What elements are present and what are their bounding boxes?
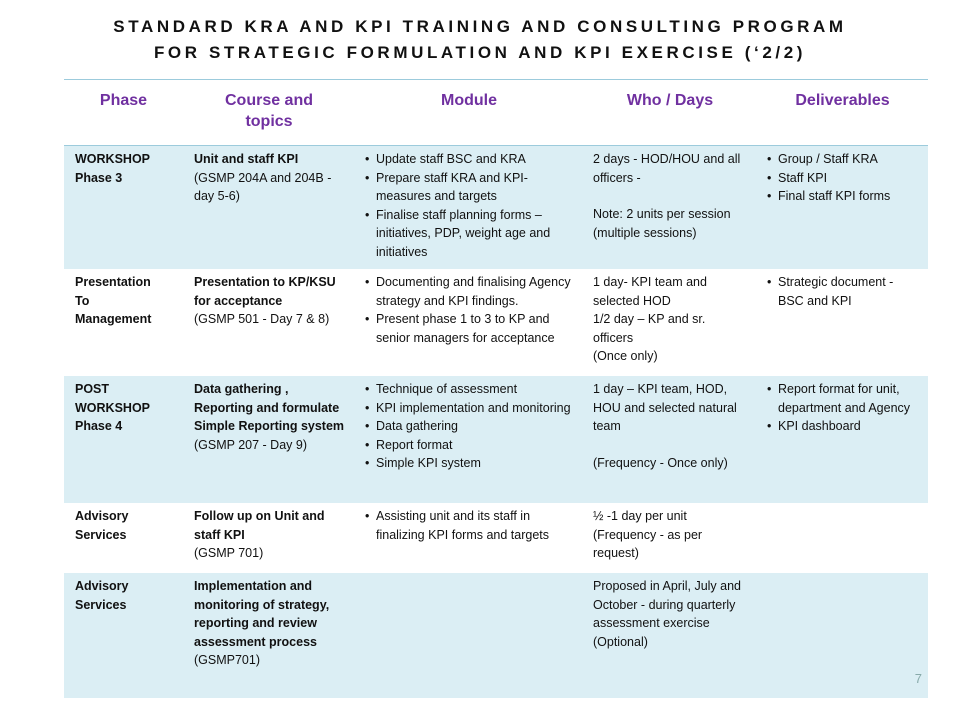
phase-line: Advisory bbox=[75, 509, 129, 523]
table-row bbox=[64, 503, 928, 573]
header-course-line-2: topics bbox=[245, 113, 293, 130]
phase-line: Management bbox=[75, 312, 152, 326]
deliverables-cell bbox=[757, 376, 928, 503]
module-item: • Finalise staff planning forms – initiatives, PDP, weight age and initiatives bbox=[365, 206, 573, 262]
phase-line: Advisory bbox=[75, 579, 129, 593]
who-days-line: ½ -1 day per unit bbox=[593, 509, 687, 523]
course-title: Data gathering , Reporting and formulate Simple Reporting system bbox=[194, 382, 345, 433]
module-cell bbox=[355, 146, 583, 269]
table-row bbox=[64, 269, 928, 376]
phase-line: Services bbox=[75, 527, 127, 542]
module-item: • Assisting unit and its staff in finalizing KPI forms and targets bbox=[365, 507, 573, 544]
phase-line: To bbox=[75, 293, 90, 308]
phase-cell bbox=[64, 503, 183, 573]
deliverable-list bbox=[767, 150, 918, 206]
header-course-line-1: Course and bbox=[224, 92, 313, 109]
course-cell bbox=[183, 503, 355, 573]
who-days-line: Note: 2 units per session (multiple sessions) bbox=[593, 207, 731, 240]
header-module: Module bbox=[441, 92, 497, 109]
who-days-cell bbox=[583, 503, 757, 573]
deliverable-list bbox=[767, 273, 918, 310]
deliverables-cell bbox=[757, 269, 928, 376]
module-list bbox=[365, 507, 573, 544]
who-days-line: (Once only) bbox=[593, 349, 658, 363]
course-cell bbox=[183, 573, 355, 698]
table-row bbox=[64, 146, 928, 269]
course-cell bbox=[183, 269, 355, 376]
line-gap bbox=[593, 187, 747, 205]
course-code: (GSMP701) bbox=[194, 653, 260, 667]
who-days-line: (Optional) bbox=[593, 634, 648, 649]
deliverable-item: • Strategic document - BSC and KPI bbox=[767, 273, 918, 310]
deliverable-item: • Group / Staff KRA bbox=[767, 150, 918, 169]
table-row bbox=[64, 573, 928, 698]
title-line-1: STANDARD KRA AND KPI TRAINING AND CONSULTING PROGRAM bbox=[113, 17, 847, 36]
phase-cell bbox=[64, 573, 183, 698]
module-item: • Report format bbox=[365, 436, 573, 455]
module-item: • Simple KPI system bbox=[365, 454, 573, 473]
course-title: Implementation and monitoring of strategy, reporting and review assessment process bbox=[194, 579, 330, 649]
table-row bbox=[64, 376, 928, 503]
table-body bbox=[64, 146, 928, 698]
module-item: • Data gathering bbox=[365, 417, 573, 436]
slide-title bbox=[0, 14, 960, 66]
module-item: • Technique of assessment bbox=[365, 380, 573, 399]
phase-line: WORKSHOP bbox=[75, 152, 150, 166]
course-code: (GSMP 204A and 204B - day 5-6) bbox=[194, 170, 332, 203]
course-title: Presentation to KP/KSU for acceptance bbox=[194, 275, 336, 308]
program-table bbox=[64, 79, 928, 698]
page-number: 7 bbox=[914, 671, 922, 686]
phase-line: Phase 3 bbox=[75, 170, 123, 185]
who-days-cell bbox=[583, 376, 757, 503]
deliverable-item: • Final staff KPI forms bbox=[767, 187, 918, 206]
course-cell bbox=[183, 376, 355, 503]
deliverables-cell bbox=[757, 146, 928, 269]
who-days-line: Proposed in April, July and October - during quarterly assessment exercise bbox=[593, 579, 742, 630]
module-list bbox=[365, 273, 573, 347]
header-course bbox=[183, 80, 355, 145]
phase-cell bbox=[64, 269, 183, 376]
deliverable-list bbox=[767, 380, 918, 436]
module-cell bbox=[355, 503, 583, 573]
who-days-line: 1/2 day – KP and sr. officers bbox=[593, 312, 706, 345]
deliverable-item: • Staff KPI bbox=[767, 169, 918, 188]
title-line-2: FOR STRATEGIC FORMULATION AND KPI EXERCISE (‘2/2) bbox=[153, 43, 807, 62]
module-cell bbox=[355, 376, 583, 503]
phase-line: Presentation bbox=[75, 275, 151, 289]
module-item: • Present phase 1 to 3 to KP and senior managers for acceptance bbox=[365, 310, 573, 347]
phase-line: WORKSHOP bbox=[75, 400, 150, 415]
module-list bbox=[365, 150, 573, 261]
who-days-line: (Frequency - as per request) bbox=[593, 527, 703, 560]
who-days-cell bbox=[583, 573, 757, 698]
deliverables-cell bbox=[757, 573, 928, 698]
deliverables-cell bbox=[757, 503, 928, 573]
phase-cell bbox=[64, 376, 183, 503]
module-list bbox=[365, 380, 573, 473]
module-item: • Update staff BSC and KRA bbox=[365, 150, 573, 169]
who-days-line: 2 days - HOD/HOU and all officers - bbox=[593, 152, 741, 185]
who-days-cell bbox=[583, 269, 757, 376]
module-item: • KPI implementation and monitoring bbox=[365, 399, 573, 418]
table-header bbox=[64, 80, 928, 146]
module-cell bbox=[355, 269, 583, 376]
phase-line: Services bbox=[75, 597, 127, 612]
phase-cell bbox=[64, 146, 183, 269]
who-days-line: 1 day- KPI team and selected HOD bbox=[593, 275, 707, 308]
course-title: Follow up on Unit and staff KPI bbox=[194, 509, 325, 542]
phase-line: POST bbox=[75, 382, 110, 396]
course-title: Unit and staff KPI bbox=[194, 152, 299, 166]
course-cell bbox=[183, 146, 355, 269]
deliverable-item: • KPI dashboard bbox=[767, 417, 918, 436]
header-deliverables: Deliverables bbox=[795, 92, 890, 109]
who-days-line: (Frequency - Once only) bbox=[593, 455, 728, 470]
phase-line: Phase 4 bbox=[75, 419, 123, 433]
deliverable-item: • Report format for unit, department and Agency bbox=[767, 380, 918, 417]
who-days-cell bbox=[583, 146, 757, 269]
header-phase: Phase bbox=[99, 92, 148, 109]
who-days-line: 1 day – KPI team, HOD, HOU and selected natural team bbox=[593, 382, 737, 433]
module-item: • Documenting and finalising Agency strategy and KPI findings. bbox=[365, 273, 573, 310]
module-cell bbox=[355, 573, 583, 698]
course-code: (GSMP 701) bbox=[194, 546, 264, 560]
course-code: (GSMP 207 - Day 9) bbox=[194, 437, 308, 452]
module-item: • Prepare staff KRA and KPI- measures and targets bbox=[365, 169, 573, 206]
line-gap bbox=[593, 436, 747, 454]
course-code: (GSMP 501 - Day 7 & 8) bbox=[194, 312, 330, 326]
header-who-days: Who / Days bbox=[626, 92, 714, 109]
